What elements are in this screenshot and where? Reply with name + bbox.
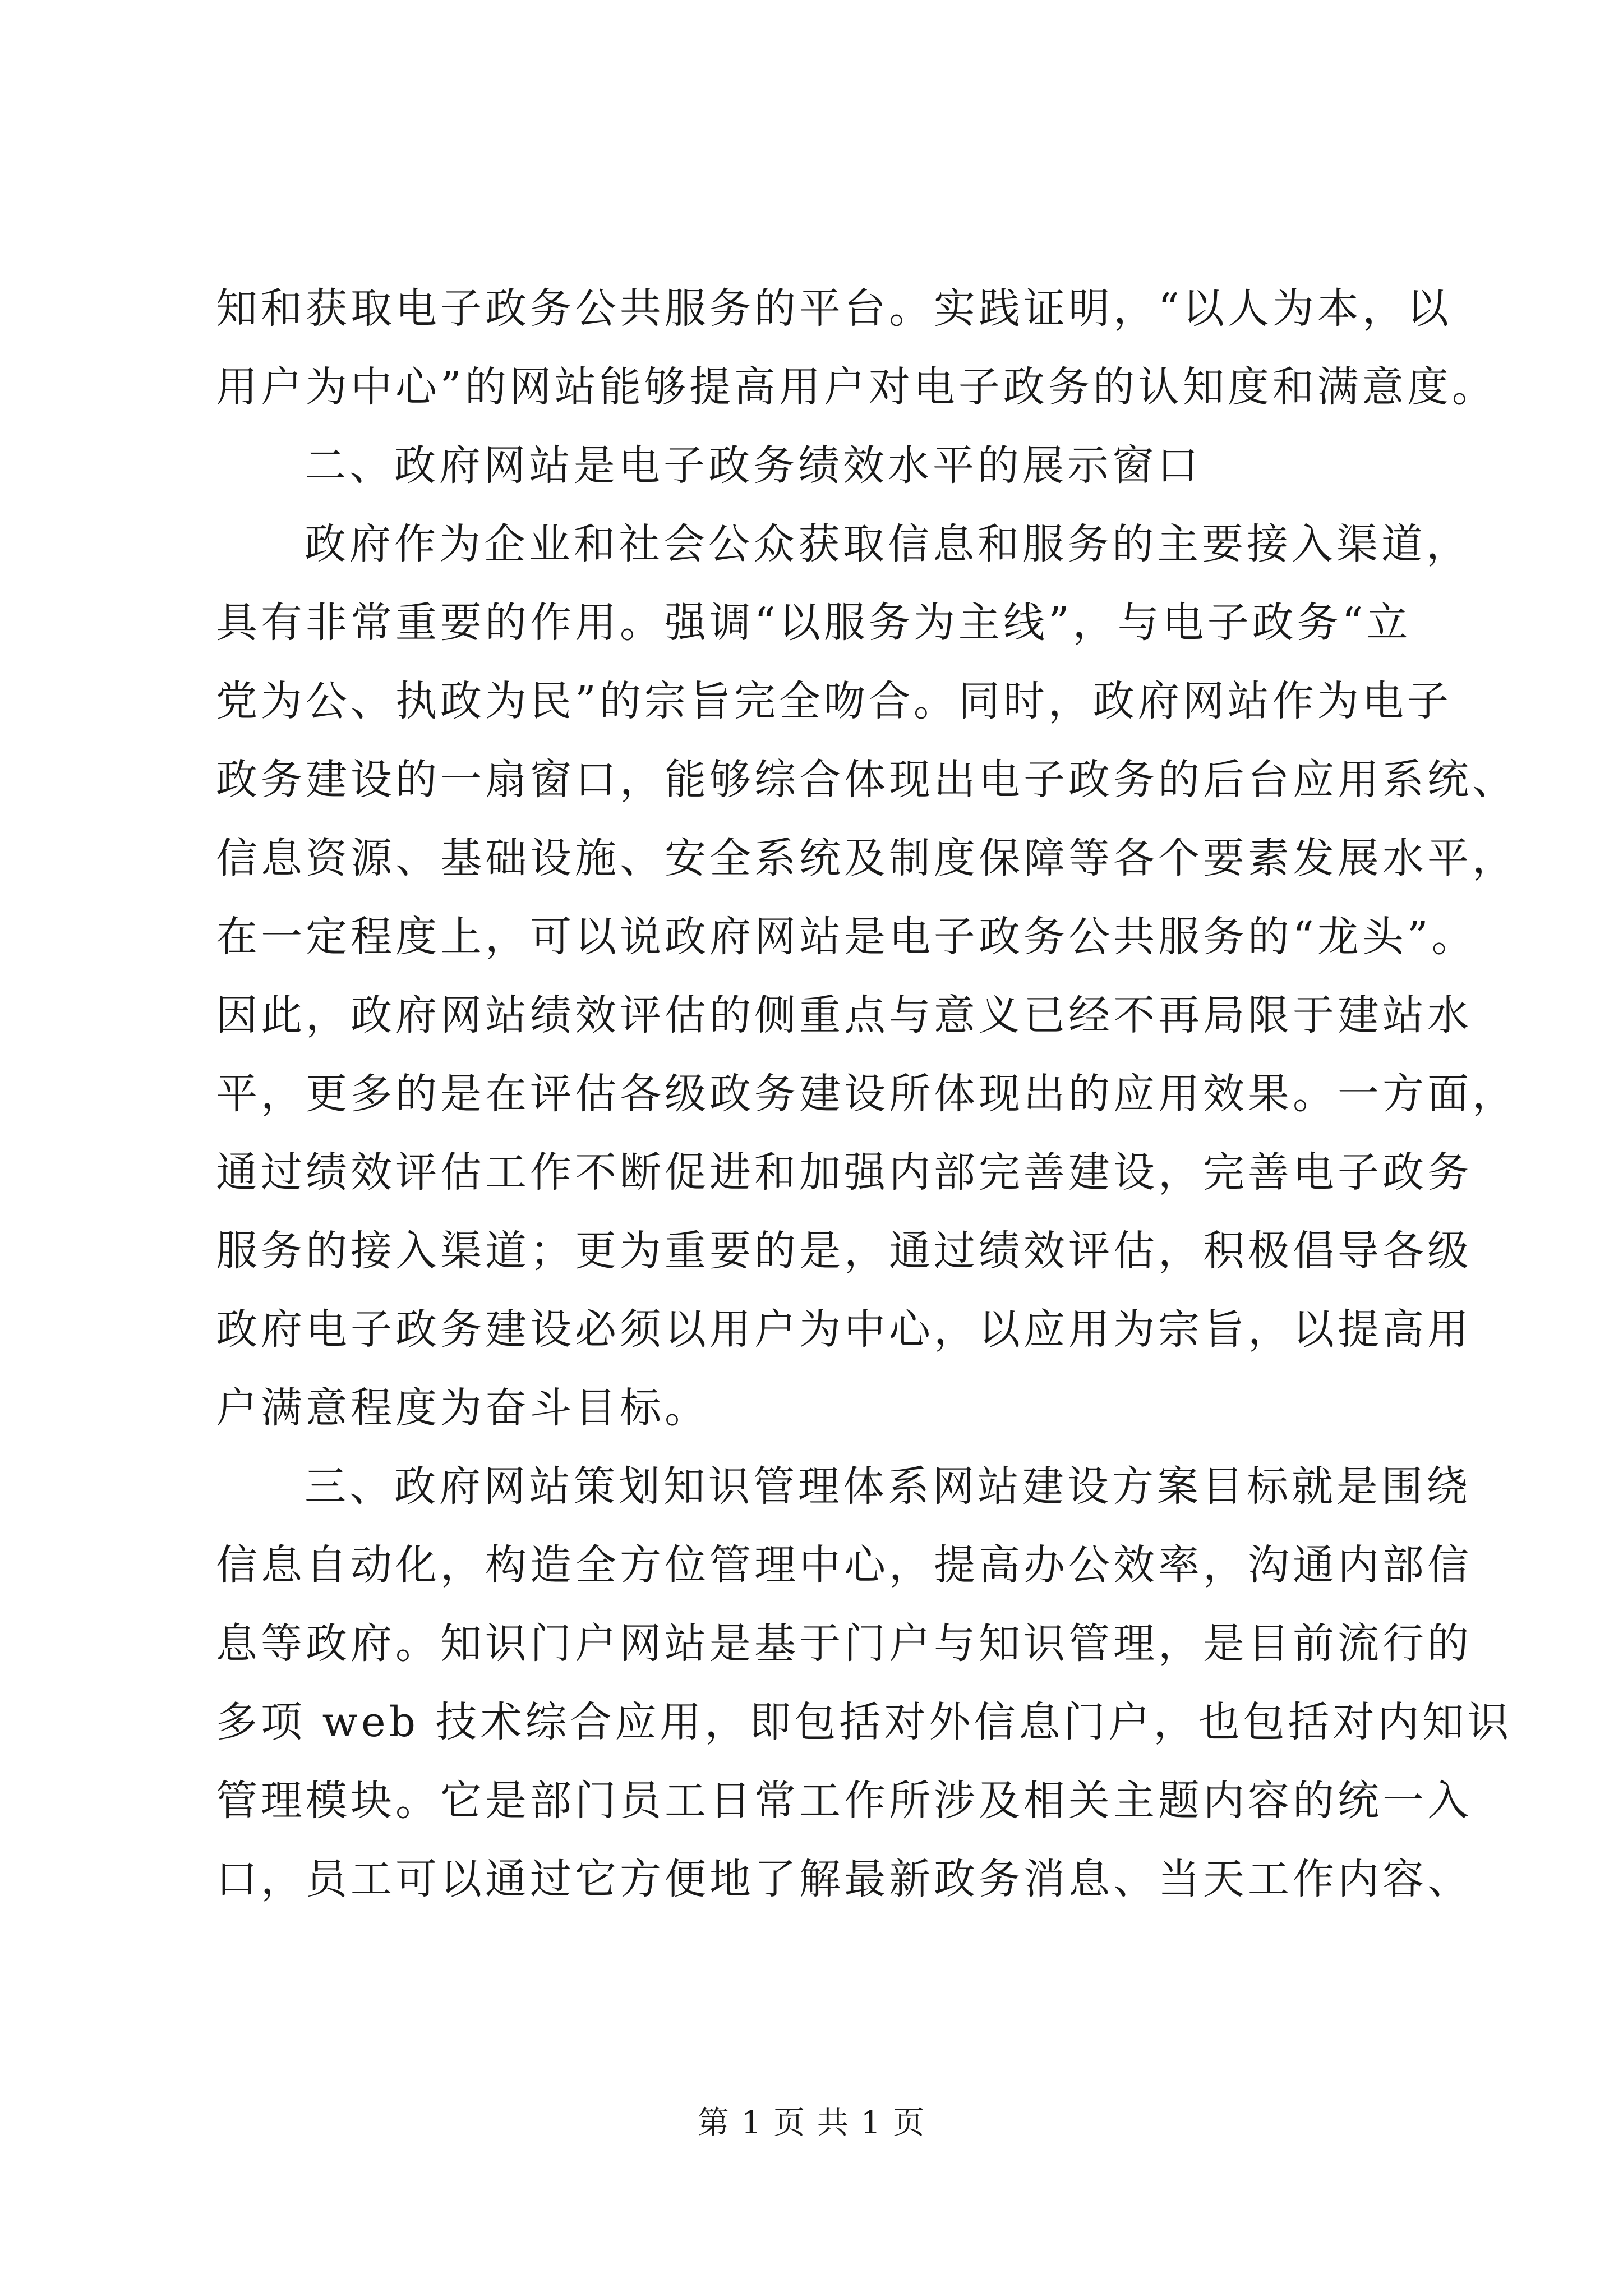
text-line: 三、政府网站策划知识管理体系网站建设方案目标就是围绕 — [305, 1462, 1471, 1511]
text-line: 信息资源、基础设施、安全系统及制度保障等各个要素发展水平， — [216, 834, 1517, 882]
text-line: 平，更多的是在评估各级政务建设所体现出的应用效果。一方面， — [216, 1070, 1517, 1118]
text-line: 户满意程度为奋斗目标。 — [216, 1384, 709, 1432]
text-line: 政府作为企业和社会公众获取信息和服务的主要接入渠道， — [305, 520, 1471, 568]
text-line: 二、政府网站是电子政务绩效水平的展示窗口 — [305, 441, 1202, 490]
text-line: 知和获取电子政务公共服务的平台。实践证明，“以人为本，以 — [216, 284, 1452, 333]
text-line: 服务的接入渠道；更为重要的是，通过绩效评估，积极倡导各级 — [216, 1227, 1472, 1275]
text-line: 息等政府。知识门户网站是基于门户与知识管理，是目前流行的 — [216, 1619, 1472, 1668]
text-line: 在一定程度上，可以说政府网站是电子政务公共服务的“龙头”。 — [216, 913, 1477, 961]
text-line: 党为公、执政为民”的宗旨完全吻合。同时，政府网站作为电子 — [216, 677, 1452, 725]
text-line: 通过绩效评估工作不断促进和加强内部完善建设，完善电子政务 — [216, 1148, 1472, 1197]
text-line: 因此，政府网站绩效评估的侧重点与意义已经不再局限于建站水 — [216, 991, 1472, 1039]
text-line: 口，员工可以通过它方便地了解最新政务消息、当天工作内容、 — [216, 1855, 1472, 1903]
text-line: 管理模块。它是部门员工日常工作所涉及相关主题内容的统一入 — [216, 1777, 1472, 1825]
text-line: 具有非常重要的作用。强调“以服务为主线”，与电子政务“立 — [216, 599, 1412, 647]
text-line: 多项 web 技术综合应用，即包括对外信息门户，也包括对内知识 — [216, 1698, 1513, 1746]
text-line: 政务建设的一扇窗口，能够综合体现出电子政务的后台应用系统、 — [216, 756, 1517, 804]
text-line: 信息自动化，构造全方位管理中心，提高办公效率，沟通内部信 — [216, 1541, 1472, 1589]
page-footer: 第 1 页 共 1 页 — [697, 2105, 926, 2141]
text-line: 用户为中心”的网站能够提高用户对电子政务的认知度和满意度。 — [216, 363, 1497, 411]
document-body — [216, 269, 1517, 1918]
text-line: 政府电子政务建设必须以用户为中心，以应用为宗旨，以提高用 — [216, 1305, 1472, 1354]
